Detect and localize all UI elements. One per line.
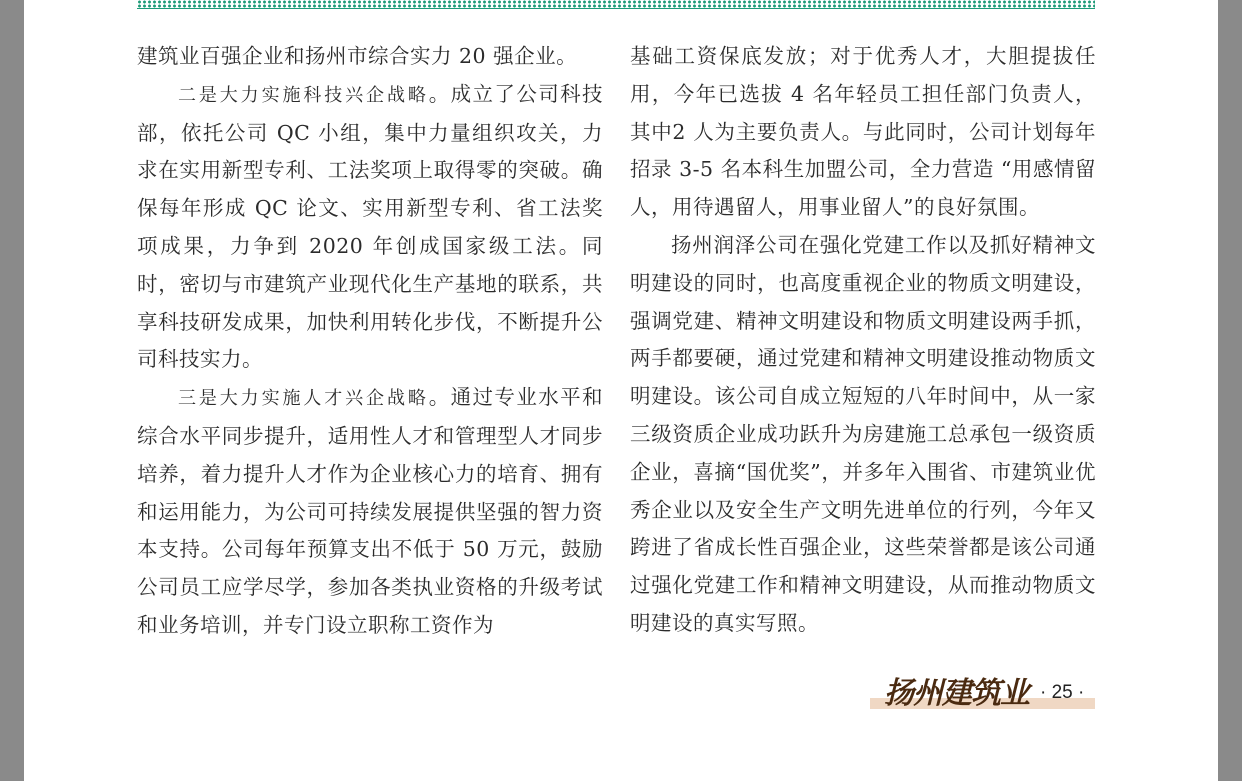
paragraph-body: 。成立了公司科技部，依托公司 QC 小组，集中力量组织攻关，力求在实用新型专利、工法奖项上取得零的突破。确保每年形成 QC 论文、实用新型专利、省工法奖项成果，力争到 2020 年创成国家级工法。同时，密切与市建筑产业现代化生产基地的联系，共享科技研发成果，加快利用转化步伐，不断提升公司科技实力。 [137, 81, 604, 372]
magazine-page [24, 0, 1218, 781]
paragraph-body: 。通过专业水平和综合水平同步提升，适用性人才和管理型人才同步培养，着力提升人才作为企业核心力的培育、拥有和运用能力，为公司可持续发展提供坚强的智力资本支持。公司每年预算支出不低于 50 万元，鼓励公司员工应学尽学，参加各类执业资格的升级考试和业务培训，并专门设立职称工资作为 [137, 385, 604, 637]
paragraph-lead: 二是大力实施科技兴企战略 [178, 84, 429, 106]
paragraph: 建筑业百强企业和扬州市综合实力 20 强企业。 [137, 44, 578, 68]
right-text-column [630, 38, 1096, 643]
page-footer [870, 668, 1095, 710]
magazine-logo: 扬州建筑业 [884, 676, 1029, 711]
paragraph [137, 76, 603, 379]
paragraph: 基础工资保底发放；对于优秀人才，大胆提拔任用，今年已选拔 4 名年轻员工担任部门负责人，其中2 人为主要负责人。与此同时，公司计划每年招录 3-5 名本科生加盟公司，全力营造 “用感情留人，用待遇留人，用事业留人”的良好氛围。 [630, 44, 1096, 220]
left-text-column [137, 38, 603, 645]
paragraph: 扬州润泽公司在强化党建工作以及抓好精神文明建设的同时，也高度重视企业的物质文明建设，强调党建、精神文明建设和物质文明建设两手抓，两手都要硬，通过党建和精神文明建设推动物质文明建设。该公司自成立短短的八年时间中，从一家三级资质企业成功跃升为房建施工总承包一级资质企业，喜摘“国优奖”，并多年入围省、市建筑业优秀企业以及安全生产文明先进单位的行列，今年又跨进了省成长性百强企业，这些荣誉都是该公司通过强化党建工作和精神文明建设，从而推动物质文明建设的真实写照。 [630, 232, 1096, 635]
paragraph-lead: 三是大力实施人才兴企战略 [178, 388, 429, 410]
page-number: · 25 · [1040, 682, 1085, 703]
paragraph [137, 379, 603, 645]
decorative-top-band [137, 0, 1095, 9]
